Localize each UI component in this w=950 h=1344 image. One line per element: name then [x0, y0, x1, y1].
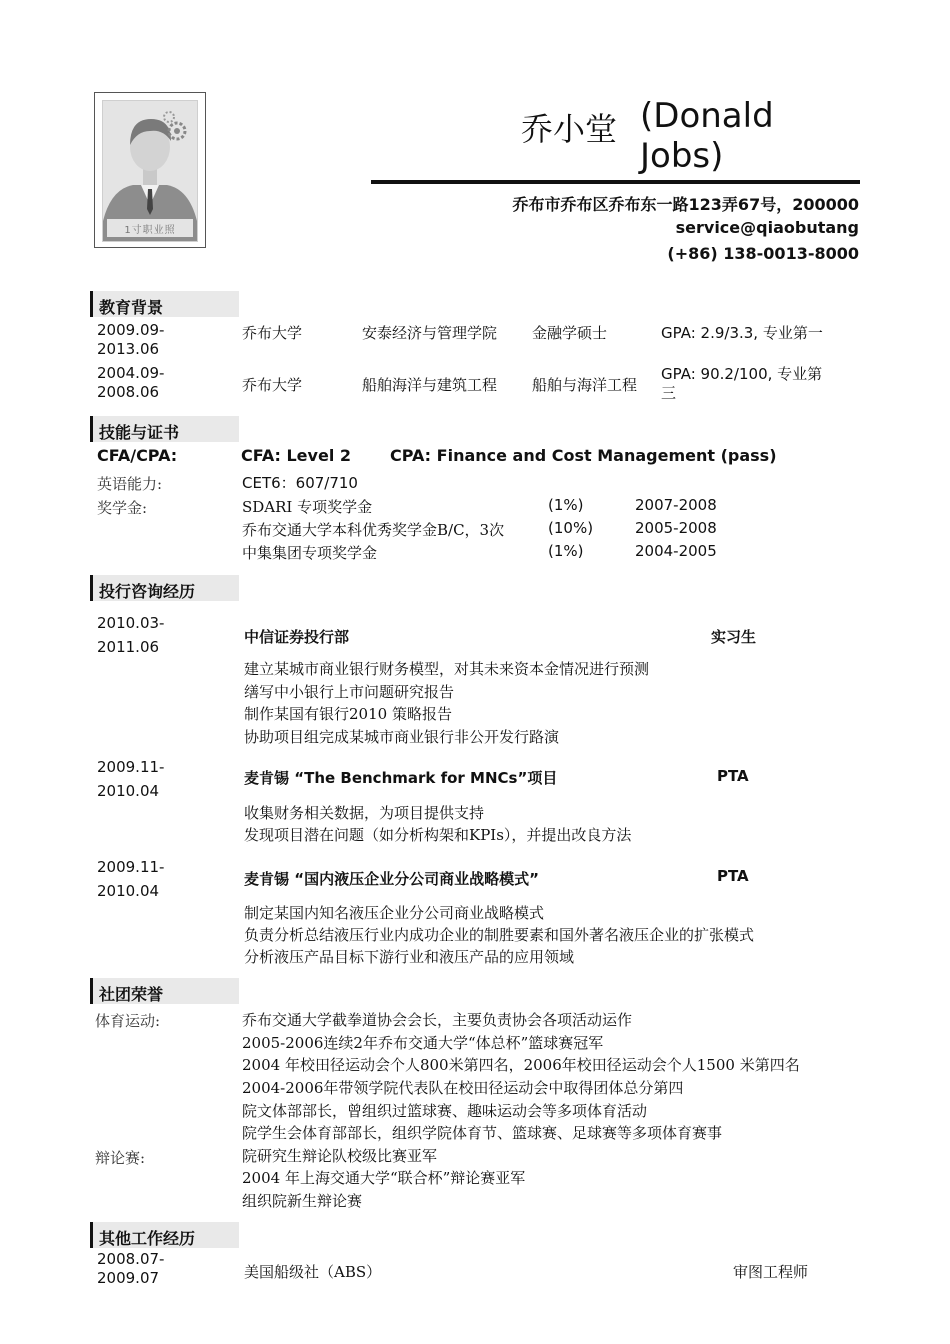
- activity-item: 乔布交通大学截拳道协会会长，主要负责协会各项活动运作: [242, 1011, 633, 1029]
- activity-item: 院学生会体育部部长，组织学院体育节、篮球赛、足球赛等多项体育赛事: [242, 1124, 723, 1142]
- scholarship-years: 2005-2008: [635, 519, 717, 537]
- job-role: PTA: [717, 767, 749, 785]
- header-divider: [371, 180, 860, 184]
- section-title: 投行咨询经历: [99, 582, 196, 601]
- work-date: 2008.07- 2009.07: [97, 1250, 165, 1287]
- job-bullet: 发现项目潜在问题（如分析构架和KPIs），并提出改良方法: [244, 826, 632, 844]
- section-skills: [90, 416, 239, 442]
- section-education: [90, 291, 239, 317]
- scholarship-label: 奖学金:: [97, 499, 148, 517]
- person-silhouette-icon: [103, 101, 197, 241]
- activity-item: 院文体部部长，曾组织过篮球赛、趣味运动会等多项体育活动: [242, 1102, 648, 1120]
- debate-label: 辩论赛:: [95, 1149, 146, 1167]
- activity-item: 2004 年上海交通大学“联合杯”辩论赛亚军: [242, 1169, 526, 1187]
- job-bullet: 制作某国有银行2010 策略报告: [244, 705, 452, 723]
- english-value: CET6：607/710: [242, 474, 358, 492]
- scholarship-pct: (1%): [548, 542, 584, 560]
- edu-degree: 金融学硕士: [532, 324, 608, 342]
- activity-item: 2005-2006连续2年乔布交通大学“体总杯”篮球赛冠军: [242, 1034, 604, 1052]
- job-bullet: 收集财务相关数据，为项目提供支持: [244, 804, 485, 822]
- job-bullet: 负责分析总结液压行业内成功企业的制胜要素和国外著名液压企业的扩张模式: [244, 926, 755, 944]
- edu-gpa: GPA: 90.2/100, 专业第 三: [661, 365, 823, 402]
- edu-college: 船舶海洋与建筑工程: [362, 376, 498, 394]
- job-date: 2010.03- 2011.06: [97, 614, 165, 656]
- job-bullet: 制定某国内知名液压企业分公司商业战略模式: [244, 904, 545, 922]
- section-title: 技能与证书: [99, 423, 180, 442]
- sports-label: 体育运动:: [95, 1012, 161, 1030]
- job-bullet: 协助项目组完成某城市商业银行非公开发行路演: [244, 728, 560, 746]
- edu-degree: 船舶与海洋工程: [532, 376, 638, 394]
- cpa-value: CPA: Finance and Cost Management (pass): [390, 446, 777, 465]
- address: 乔布市乔布区乔布东一路123弄67号，200000: [512, 195, 859, 214]
- photo-caption: 1寸职业照: [124, 225, 176, 236]
- scholarship-name: 乔布交通大学本科优秀奖学金B/C，3次: [242, 521, 505, 539]
- section-consulting: [90, 575, 239, 601]
- avatar: [102, 100, 198, 242]
- scholarship-years: 2004-2005: [635, 542, 717, 560]
- scholarship-years: 2007-2008: [635, 496, 717, 514]
- section-activities: [90, 978, 239, 1004]
- cfa-value: CFA: Level 2: [241, 446, 351, 465]
- scholarship-pct: (10%): [548, 519, 594, 537]
- work-org: 美国船级社（ABS）: [244, 1263, 382, 1281]
- job-date: 2009.11- 2010.04: [97, 758, 165, 800]
- name-chinese: 乔小堂: [521, 110, 618, 148]
- job-bullet: 缮写中小银行上市问题研究报告: [244, 683, 455, 701]
- job-bullet: 建立某城市商业银行财务模型，对其未来资本金情况进行预测: [244, 660, 650, 678]
- section-title: 其他工作经历: [99, 1229, 196, 1248]
- job-org: 中信证券投行部: [244, 628, 350, 646]
- job-org: 麦肯锡 “国内液压企业分公司商业战略模式”: [244, 870, 539, 888]
- english-label: 英语能力:: [97, 475, 163, 493]
- edu-school: 乔布大学: [242, 324, 303, 342]
- scholarship-name: SDARI 专项奖学金: [242, 498, 373, 516]
- activity-item: 2004 年校田径运动会个人800米第四名，2006年校田径运动会个人1500 米第四名: [242, 1056, 800, 1074]
- name-english: (Donald Jobs): [640, 96, 774, 176]
- scholarship-pct: (1%): [548, 496, 584, 514]
- edu-school: 乔布大学: [242, 376, 303, 394]
- edu-date: 2004.09- 2008.06: [97, 364, 165, 401]
- section-title: 社团荣誉: [99, 985, 164, 1004]
- activity-item: 院研究生辩论队校级比赛亚军: [242, 1147, 438, 1165]
- email[interactable]: service@qiaobutang: [675, 218, 859, 237]
- work-role: 审图工程师: [733, 1263, 809, 1281]
- job-bullet: 分析液压产品目标下游行业和液压产品的应用领域: [244, 948, 575, 966]
- job-role: PTA: [717, 867, 749, 885]
- section-title: 教育背景: [99, 298, 164, 317]
- cert-label: CFA/CPA:: [97, 446, 178, 465]
- edu-college: 安泰经济与管理学院: [362, 324, 498, 342]
- phone: (+86) 138-0013-8000: [667, 244, 859, 263]
- job-org: 麦肯锡 “The Benchmark for MNCs”项目: [244, 769, 558, 787]
- edu-date: 2009.09- 2013.06: [97, 321, 165, 358]
- job-date: 2009.11- 2010.04: [97, 858, 165, 900]
- section-other-work: [90, 1222, 239, 1248]
- activity-item: 2004-2006年带领学院代表队在校田径运动会中取得团体总分第四: [242, 1079, 684, 1097]
- profile-photo: [94, 92, 206, 248]
- scholarship-name: 中集集团专项奖学金: [242, 544, 378, 562]
- job-role: 实习生: [711, 628, 757, 646]
- edu-gpa: GPA: 2.9/3.3, 专业第一: [661, 324, 823, 342]
- activity-item: 组织院新生辩论赛: [242, 1192, 363, 1210]
